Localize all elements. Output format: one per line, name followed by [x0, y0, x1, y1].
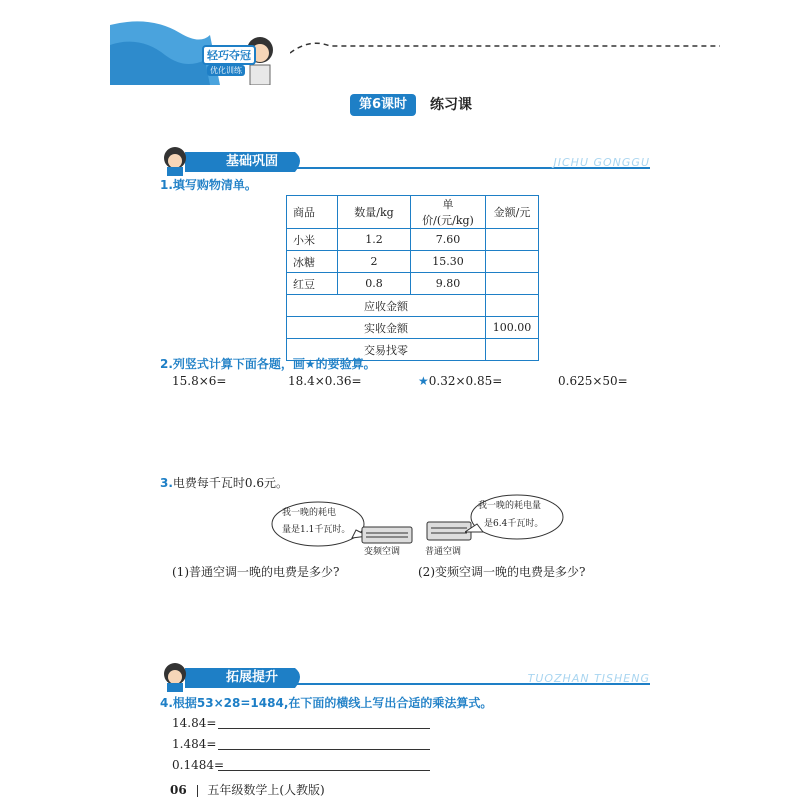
equation-label: 1.484=: [172, 737, 217, 751]
header-cell: 金额/元: [486, 196, 539, 229]
answer-line[interactable]: [218, 728, 430, 729]
table-header-row: [287, 196, 539, 229]
summary-label: 交易找零: [287, 339, 486, 361]
question-4: [160, 694, 492, 711]
equation-label: 14.84=: [172, 716, 217, 730]
page-footer: [170, 781, 470, 799]
table-cell: 冰糖: [287, 251, 338, 273]
regular-ac-label: 普通空调: [425, 547, 462, 557]
lesson-heading: [350, 94, 550, 118]
summary-label: 应收金额: [287, 295, 486, 317]
section-title: 拓展提升: [225, 670, 278, 685]
equation-label: 0.1484=: [172, 758, 225, 772]
bubble-right-line2: 是6.4千瓦时。: [484, 519, 544, 529]
table-row: [287, 229, 539, 251]
summary-value: 100.00: [486, 317, 539, 339]
calc-item: 18.4×0.36=: [288, 374, 362, 388]
table-cell: 2: [338, 251, 411, 273]
table-cell: 7.60: [411, 229, 486, 251]
summary-row: [287, 295, 539, 317]
answer-cell[interactable]: [486, 295, 539, 317]
bubble-left-line2: 量是1.1千瓦时。: [282, 525, 351, 535]
subquestion-2: (2)变频空调一晚的电费是多少?: [418, 565, 586, 579]
lesson-title: 练习课: [430, 97, 472, 113]
table-cell: 0.8: [338, 273, 411, 295]
question-text: 电费每千瓦时0.6元。: [172, 476, 289, 490]
question-text: 根据53×28=1484,在下面的横线上写出合适的乘法算式。: [172, 696, 493, 710]
answer-cell[interactable]: [486, 339, 539, 361]
header-cell: 数量/kg: [338, 196, 411, 229]
answer-line[interactable]: [218, 770, 430, 771]
table-cell: 红豆: [287, 273, 338, 295]
section-pinyin: TUOZHAN TISHENG: [527, 672, 650, 685]
lesson-badge: 第6课时: [350, 94, 416, 116]
shopping-table: [286, 195, 539, 361]
subquestion-1: (1)普通空调一晚的电费是多少?: [172, 565, 340, 579]
table-cell: 小米: [287, 229, 338, 251]
inverter-ac-label: 变频空调: [364, 547, 401, 557]
brand-subtitle: 优化训练: [207, 65, 245, 76]
table-row: [287, 251, 539, 273]
footer-divider: [197, 785, 198, 797]
question-2: [160, 355, 376, 372]
header-cell: 商品: [287, 196, 338, 229]
question-number: 2.: [160, 357, 173, 371]
bubble-left-line1: 我一晚的耗电: [282, 508, 337, 518]
header-cell: 单价/(元/kg): [411, 196, 486, 229]
table-cell: 1.2: [338, 229, 411, 251]
section-banner-basic: [155, 144, 650, 176]
star-icon: ★: [418, 374, 429, 388]
page-number: 06: [170, 783, 187, 797]
table-cell: 9.80: [411, 273, 486, 295]
question-number: 1.: [160, 178, 173, 192]
answer-line[interactable]: [218, 749, 430, 750]
book-title: 五年级数学上(人教版): [207, 783, 325, 797]
header-dashed-line: [290, 38, 720, 58]
question-number: 3.: [160, 476, 173, 490]
answer-cell[interactable]: [486, 273, 539, 295]
question-text: 填写购物清单。: [172, 178, 257, 192]
table-row: [287, 273, 539, 295]
answer-cell[interactable]: [486, 251, 539, 273]
question-number: 4.: [160, 696, 173, 710]
summary-row: [287, 317, 539, 339]
bubble-right-line1: 我一晚的耗电量: [478, 501, 542, 511]
question-1: [160, 176, 257, 193]
calc-item: 15.8×6=: [172, 374, 227, 388]
table-cell: 15.30: [411, 251, 486, 273]
section-banner-extension: [155, 662, 650, 694]
question-3: [160, 474, 288, 491]
answer-cell[interactable]: [486, 229, 539, 251]
calc-item: 0.625×50=: [558, 374, 628, 388]
brand-logo: 轻巧夺冠: [202, 45, 256, 65]
calc-item-starred: ★0.32×0.85=: [418, 374, 503, 388]
question-text: 列竖式计算下面各题，画★的要验算。: [172, 357, 376, 371]
summary-label: 实收金额: [287, 317, 486, 339]
section-pinyin: JICHU GONGGU: [553, 156, 650, 169]
section-title: 基础巩固: [225, 154, 278, 169]
